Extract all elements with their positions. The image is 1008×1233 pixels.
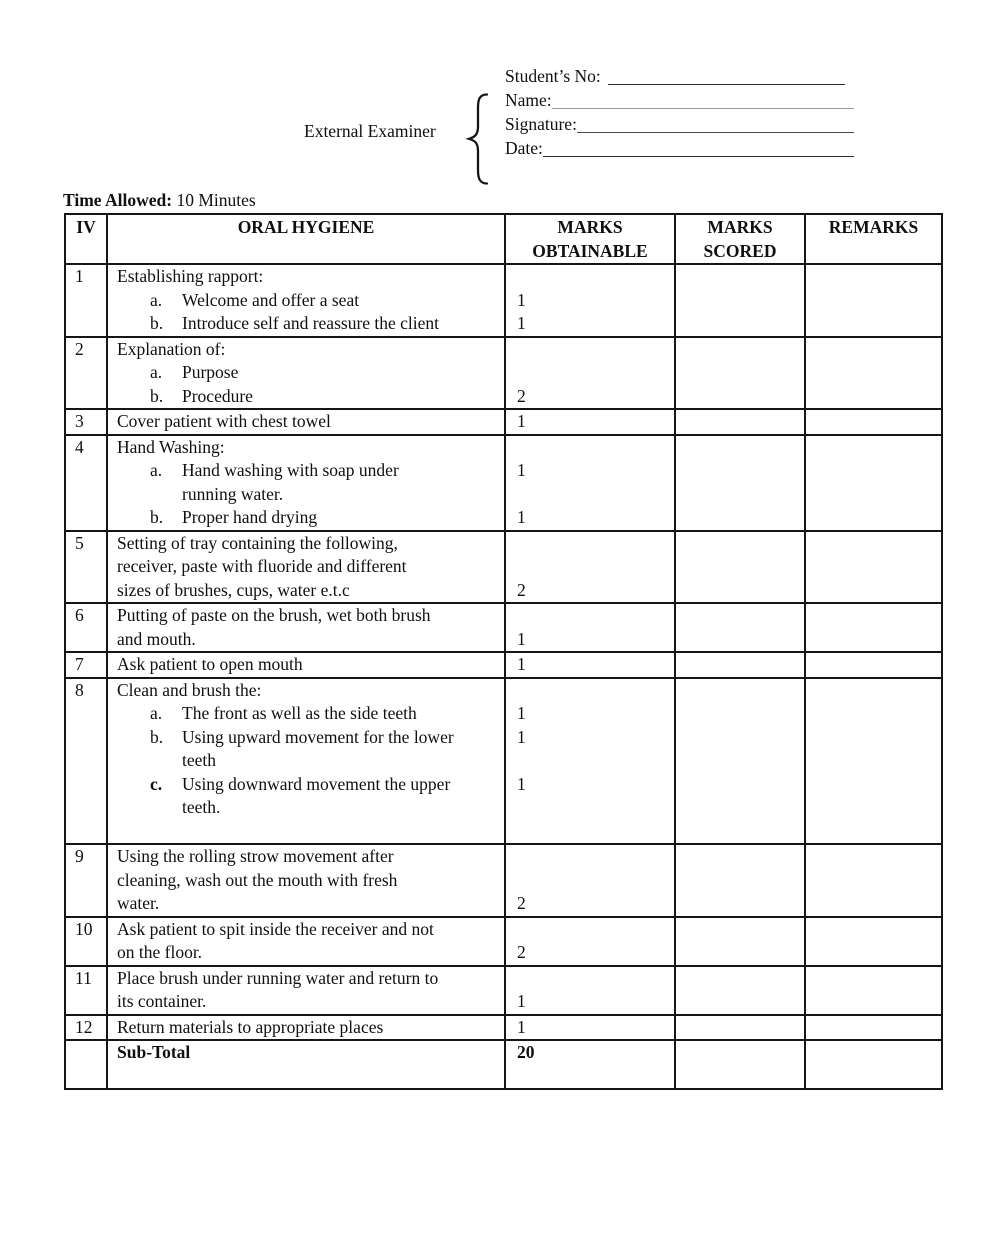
marks-obtainable-cell	[505, 531, 675, 604]
field-label: Name:	[505, 90, 552, 110]
description-cell	[107, 337, 505, 410]
marks-scored-cell	[675, 917, 805, 966]
description-line: a. Welcome and offer a seat	[108, 289, 504, 313]
marks-value	[506, 869, 674, 893]
column-header-line: OBTAINABLE	[532, 241, 648, 261]
list-item-label: a.	[150, 703, 163, 723]
field-label: Student’s No:	[505, 66, 601, 86]
marks-value	[506, 604, 674, 628]
description-line: b. Proper hand drying	[108, 506, 504, 530]
column-header-line: MARKS	[707, 217, 773, 237]
marks-value: 1	[517, 313, 526, 333]
row-number: 7	[75, 654, 84, 674]
description-cell	[107, 966, 505, 1015]
description-cell	[107, 264, 505, 337]
column-header	[107, 214, 505, 264]
field-line	[505, 64, 854, 88]
table-row	[65, 409, 942, 435]
description-line: its container.	[117, 991, 207, 1011]
column-header-line: ORAL HYGIENE	[237, 217, 375, 237]
marks-value	[506, 796, 674, 820]
column-header	[805, 214, 942, 264]
marks-scored-cell	[675, 966, 805, 1015]
remarks-cell	[805, 966, 942, 1015]
description-cell	[107, 678, 505, 845]
description-cell	[107, 1040, 505, 1089]
marks-value	[506, 918, 674, 942]
column-header	[505, 214, 675, 264]
marks-value: 1	[517, 507, 526, 527]
marks-value: 1	[517, 1016, 526, 1037]
marks-scored-cell	[675, 652, 805, 678]
row-number-cell	[65, 844, 107, 917]
column-header-line: IV	[76, 217, 96, 237]
table-row	[65, 917, 942, 966]
row-number-cell	[65, 337, 107, 410]
marks-obtainable-cell	[505, 652, 675, 678]
description-cell	[107, 917, 505, 966]
field-label: Signature:	[505, 114, 577, 134]
table-row	[65, 966, 942, 1015]
marks-scored-cell	[675, 678, 805, 845]
description-line: receiver, paste with fluoride and different	[117, 556, 407, 576]
blank-underline	[608, 84, 845, 85]
row-number: 5	[75, 532, 84, 553]
description-line: Using the rolling strow movement after	[117, 846, 394, 866]
column-header-line: MARKS	[557, 217, 623, 237]
row-number	[66, 1041, 106, 1065]
table-row	[65, 531, 942, 604]
curly-brace-icon	[466, 93, 492, 190]
marks-scored-cell	[675, 435, 805, 531]
table-header	[65, 214, 942, 264]
marks-obtainable-cell	[505, 435, 675, 531]
description-line: Place brush under running water and return to	[117, 967, 439, 988]
description-line: Clean and brush the:	[117, 679, 262, 700]
description-line: Explanation of:	[117, 338, 226, 359]
table-row	[65, 1040, 942, 1089]
row-number-cell	[65, 603, 107, 652]
column-header	[675, 214, 805, 264]
remarks-cell	[805, 917, 942, 966]
description-line: teeth	[182, 750, 217, 770]
description-line: and mouth.	[117, 628, 196, 649]
description-cell	[107, 652, 505, 678]
description-line: sizes of brushes, cups, water e.t.c	[117, 579, 350, 600]
description-line: Sub-Total	[117, 1042, 191, 1062]
marks-scored-cell	[675, 1040, 805, 1089]
list-item-label: c.	[150, 773, 163, 794]
marks-obtainable-cell	[505, 917, 675, 966]
row-number: 8	[75, 679, 84, 700]
description-line: Return materials to appropriate places	[117, 1016, 384, 1037]
list-item-label: a.	[150, 460, 163, 480]
marks-value	[506, 265, 674, 289]
description-line: b. Procedure	[108, 385, 504, 409]
description-line	[108, 1065, 504, 1089]
description-line: Putting of paste on the brush, wet both brush	[117, 605, 431, 625]
table-row	[65, 1015, 942, 1041]
row-number-cell	[65, 678, 107, 845]
table-row	[65, 652, 942, 678]
description-line: a. Hand washing with soap under	[108, 459, 504, 483]
list-item-label: b.	[150, 507, 164, 527]
description-line: c. Using downward movement the upper	[108, 773, 504, 797]
marks-scored-cell	[675, 844, 805, 917]
row-number: 1	[75, 266, 84, 286]
marks-value: 2	[517, 893, 526, 913]
marks-obtainable-cell	[505, 844, 675, 917]
marks-value	[506, 532, 674, 556]
table-body	[65, 264, 942, 1089]
row-number: 2	[75, 338, 84, 359]
description-line: Ask patient to spit inside the receiver and not	[117, 918, 434, 939]
marks-value: 1	[517, 773, 526, 794]
marks-obtainable-cell	[505, 337, 675, 410]
time-allowed-value: 10 Minutes	[172, 190, 256, 210]
marks-value: 2	[517, 385, 526, 406]
remarks-cell	[805, 652, 942, 678]
time-allowed	[63, 190, 256, 211]
field-line	[505, 88, 854, 112]
column-header-line: SCORED	[703, 241, 777, 261]
remarks-cell	[805, 264, 942, 337]
description-line: running water.	[182, 483, 284, 504]
oral-hygiene-table	[64, 213, 943, 1090]
description-cell	[107, 409, 505, 435]
marks-obtainable-cell	[505, 264, 675, 337]
description-cell	[107, 435, 505, 531]
marks-scored-cell	[675, 603, 805, 652]
remarks-cell	[805, 844, 942, 917]
field-line	[505, 112, 854, 136]
field-label: Date:	[505, 138, 543, 158]
field-line	[505, 136, 854, 160]
external-examiner-label: External Examiner	[304, 121, 436, 141]
blank-underline	[552, 108, 854, 109]
row-number: 4	[75, 436, 84, 457]
marks-scored-cell	[675, 531, 805, 604]
row-number: 9	[75, 846, 84, 866]
row-number-cell	[65, 531, 107, 604]
description-line: teeth.	[182, 797, 221, 817]
description-line: cleaning, wash out the mouth with fresh	[117, 869, 398, 890]
remarks-cell	[805, 1040, 942, 1089]
row-number-cell	[65, 966, 107, 1015]
column-header-line: REMARKS	[828, 217, 919, 237]
marks-value	[506, 338, 674, 362]
row-number: 11	[75, 967, 92, 988]
blank-underline	[577, 132, 854, 133]
list-item-label: a.	[150, 289, 163, 310]
marks-value	[506, 555, 674, 579]
row-number-cell	[65, 1015, 107, 1041]
marks-value	[506, 820, 674, 844]
description-line: Establishing rapport:	[117, 266, 264, 286]
marks-value: 1	[517, 460, 526, 480]
description-line: Setting of tray containing the following,	[117, 532, 398, 553]
marks-scored-cell	[675, 337, 805, 410]
row-number-cell	[65, 652, 107, 678]
description-line: a. The front as well as the side teeth	[108, 702, 504, 726]
table-row	[65, 678, 942, 845]
marks-scored-cell	[675, 409, 805, 435]
description-line: b. Using upward movement for the lower	[108, 726, 504, 750]
header-row	[65, 214, 942, 264]
remarks-cell	[805, 603, 942, 652]
list-item-label: b.	[150, 726, 164, 747]
description-line: Hand Washing:	[117, 436, 225, 457]
marks-value	[506, 749, 674, 773]
marks-value: 2	[517, 942, 526, 962]
row-number-cell	[65, 435, 107, 531]
remarks-cell	[805, 531, 942, 604]
table-row	[65, 603, 942, 652]
row-number-cell	[65, 917, 107, 966]
marks-value	[506, 436, 674, 460]
table-row	[65, 435, 942, 531]
marks-scored-cell	[675, 264, 805, 337]
description-cell	[107, 1015, 505, 1041]
marks-obtainable-cell	[505, 409, 675, 435]
marks-value	[506, 967, 674, 991]
remarks-cell	[805, 409, 942, 435]
marks-value	[506, 483, 674, 507]
row-number: 3	[75, 411, 84, 431]
row-number: 6	[75, 605, 84, 625]
remarks-cell	[805, 678, 942, 845]
description-cell	[107, 844, 505, 917]
table-row	[65, 844, 942, 917]
description-cell	[107, 531, 505, 604]
marks-value	[506, 361, 674, 385]
row-number-cell	[65, 409, 107, 435]
list-item-label: b.	[150, 385, 164, 406]
description-line: a. Purpose	[108, 361, 504, 385]
marks-value: 1	[517, 654, 526, 674]
table-row	[65, 264, 942, 337]
marks-obtainable-cell	[505, 966, 675, 1015]
marks-value: 1	[517, 726, 526, 747]
description-line: Ask patient to open mouth	[117, 654, 303, 674]
table-row	[65, 337, 942, 410]
blank-underline	[543, 156, 854, 157]
marks-value	[506, 845, 674, 869]
marks-value: 1	[517, 411, 526, 431]
description-line: b. Introduce self and reassure the client	[108, 312, 504, 336]
description-line: water.	[117, 893, 160, 913]
marks-scored-cell	[675, 1015, 805, 1041]
description-cell	[107, 603, 505, 652]
signature-fields	[505, 64, 854, 160]
description-line: on the floor.	[117, 942, 203, 962]
row-number-cell	[65, 1040, 107, 1089]
list-item-label: b.	[150, 313, 164, 333]
remarks-cell	[805, 435, 942, 531]
marks-value: 1	[517, 628, 526, 649]
marks-value: 20	[517, 1042, 535, 1062]
marks-value: 1	[517, 289, 526, 310]
row-number: 12	[75, 1016, 93, 1037]
time-allowed-label: Time Allowed:	[63, 190, 173, 210]
marks-value: 1	[517, 991, 526, 1011]
list-item-label: a.	[150, 362, 163, 382]
marks-obtainable-cell	[505, 678, 675, 845]
marks-obtainable-cell	[505, 603, 675, 652]
remarks-cell	[805, 1015, 942, 1041]
description-line: Cover patient with chest towel	[117, 411, 331, 431]
marks-obtainable-cell	[505, 1015, 675, 1041]
row-number: 10	[75, 918, 93, 939]
remarks-cell	[805, 337, 942, 410]
description-line	[108, 820, 504, 844]
row-number-cell	[65, 264, 107, 337]
marks-value: 1	[517, 703, 526, 723]
marks-value	[506, 1065, 674, 1089]
marks-value: 2	[517, 579, 526, 600]
column-header	[65, 214, 107, 264]
marks-value	[506, 679, 674, 703]
marks-obtainable-cell	[505, 1040, 675, 1089]
